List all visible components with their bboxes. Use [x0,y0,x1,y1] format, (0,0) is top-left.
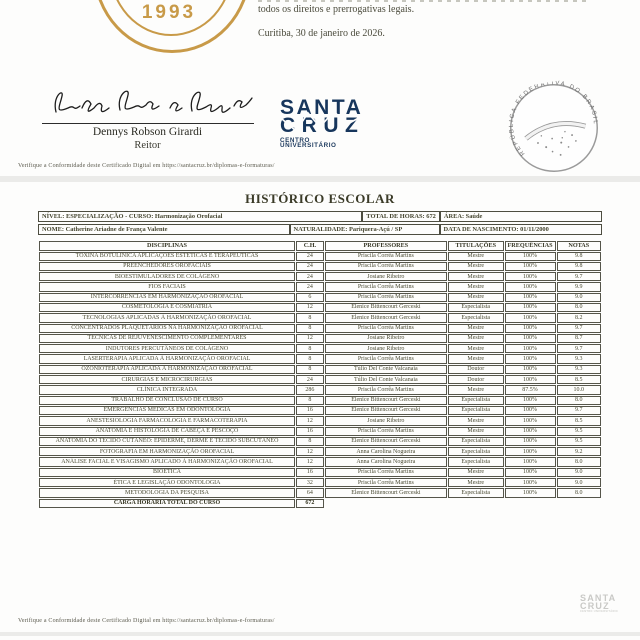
cell: Especialista [448,406,504,415]
total-hours: 672 [296,499,324,508]
cell: 8 [296,365,324,374]
cell: 8 [296,396,324,405]
info-cell-area: ÁREA: Saúde [440,211,602,222]
cell: Mestre [448,385,504,394]
cell: 8 [296,344,324,353]
total-label: CARGA HORÁRIA TOTAL DO CURSO [39,499,295,508]
info-cell-naturalidade: NATURALIDADE: Pariquera-Açú / SP [290,224,440,235]
cell: 64 [296,488,324,497]
cell: 8.0 [557,457,601,466]
cell: 9.3 [557,365,601,374]
signature-scribble-icon [42,86,254,118]
cell: BIOESTIMULADORES DE COLÁGENO [39,272,295,281]
cell: Especialista [448,303,504,312]
empty-cell [448,499,504,508]
cell: Mestre [448,293,504,302]
verification-footer: Verifique a Conformidade deste Certificado Digital em https://santacruz.br/diplomas-e-formaturas/ [18,618,275,624]
cell: Túlio Del Conte Valcanaia [325,375,447,384]
cell: 100% [505,334,556,343]
cell: 100% [505,406,556,415]
empty-cell [325,499,447,508]
table-row [39,447,601,456]
cell: 9.3 [557,354,601,363]
table-row [39,334,601,343]
cell: 8 [296,313,324,322]
brazil-national-seal-icon [501,75,608,176]
total-row [39,499,601,508]
grades-table-body [39,252,601,498]
cell: Túlio Del Conte Valcanaia [325,365,447,374]
logo-subtitle: CENTRO UNIVERSITÁRIO [280,136,337,150]
cell: 12 [296,416,324,425]
date-line: Curitiba, 30 de janeiro de 2026. [258,28,385,39]
column-header: TITULAÇÕES [448,241,504,251]
cell: 8 [296,354,324,363]
cell: Elenice Bittencourt Gerceski [325,406,447,415]
cell: Priscila Corrêa Martins [325,262,447,271]
cell: CONCENTRADOS PLAQUETÁRIOS NA HARMONIZAÇÃO OROFACIAL [39,324,295,333]
signatory-role: Reitor [134,140,161,151]
cell: PREENCHEDORES OROFACIAIS [39,262,295,271]
cell: Anna Carolina Nogueira [325,447,447,456]
cell: 16 [296,406,324,415]
grades-header-row [39,241,601,251]
table-row [39,303,601,312]
cell: 9.8 [557,262,601,271]
cell: 12 [296,457,324,466]
cell: Especialista [448,488,504,497]
cell: Mestre [448,354,504,363]
cell: 286 [296,385,324,394]
student-info-table-2 [38,222,602,237]
table-row [39,488,601,497]
cell: 24 [296,375,324,384]
cell: 24 [296,272,324,281]
cell: EMERGÊNCIAS MÉDICAS EM ODONTOLOGIA [39,406,295,415]
cell: Priscila Corrêa Martins [325,252,447,261]
cell: 100% [505,272,556,281]
table-row [39,282,601,291]
cell: 100% [505,457,556,466]
cell: 12 [296,447,324,456]
table-row [39,272,601,281]
cell: 16 [296,468,324,477]
transcript-page [0,182,640,632]
cell: ANESTESIOLOGIA FARMACOLOGIA E FARMACOTERAPIA [39,416,295,425]
cell: FOTOGRAFIA EM HARMONIZAÇÃO OROFACIAL [39,447,295,456]
cell: Especialista [448,457,504,466]
cell: 8.2 [557,313,601,322]
cell: 8.0 [557,488,601,497]
cell: 100% [505,375,556,384]
next-page-sliver [0,636,640,640]
column-header: C.H. [296,241,324,251]
info-cell-nascimento: DATA DE NASCIMENTO: 01/11/2000 [440,224,602,235]
info-row [38,211,602,222]
cell: LASERTERAPIA APLICADA À HARMONIZAÇÃO OROFACIAL [39,354,295,363]
cell: Priscila Corrêa Martins [325,468,447,477]
info-row [38,224,602,235]
diploma-page [0,0,640,176]
column-header: NOTAS [557,241,601,251]
cell: Mestre [448,262,504,271]
cell: 12 [296,303,324,312]
university-logo [280,96,368,150]
cell: 9.5 [557,437,601,446]
legal-text: todos os direitos e prerrogativas legais. [258,4,415,15]
cell: 32 [296,478,324,487]
watermark-santa: SANTA [580,593,617,603]
cell: 100% [505,252,556,261]
cell: Mestre [448,324,504,333]
cell: Priscila Corrêa Martins [325,324,447,333]
cell: Priscila Corrêa Martins [325,293,447,302]
empty-cell [557,499,601,508]
cell: OZONIOTERAPIA APLICADA À HARMONIZAÇÃO OROFACIAL [39,365,295,374]
cell: 100% [505,488,556,497]
cell: Josiane Ribeiro [325,344,447,353]
table-row [39,293,601,302]
grades-table [38,240,602,509]
cell: 100% [505,365,556,374]
cell: Mestre [448,344,504,353]
cell: 100% [505,416,556,425]
cell: 9.7 [557,406,601,415]
cell: Elenice Bittencourt Gerceski [325,396,447,405]
cell: 100% [505,354,556,363]
cell: Especialista [448,396,504,405]
cell: 100% [505,468,556,477]
cell: Mestre [448,282,504,291]
table-row [39,457,601,466]
logo-word-santa: SANTA [280,96,364,119]
cell: Priscila Corrêa Martins [325,478,447,487]
cell: Mestre [448,252,504,261]
cell: TRABALHO DE CONCLUSÃO DE CURSO [39,396,295,405]
table-row [39,375,601,384]
info-cell-total-horas: TOTAL DE HORAS: 672 [362,211,440,222]
table-row [39,427,601,436]
cell: 100% [505,427,556,436]
cell: Doutor [448,375,504,384]
cell: Mestre [448,468,504,477]
cell: Mestre [448,427,504,436]
cell: 100% [505,447,556,456]
cell: 9.0 [557,468,601,477]
transcript-title: HISTÓRICO ESCOLAR [245,191,395,206]
clipped-text-line [258,0,588,2]
cell: TOXINA BOTULÍNICA APLICAÇÕES ESTÉTICAS E TERAPÊUTICAS [39,252,295,261]
cell: 8.0 [557,396,601,405]
watermark-subtitle: CENTRO UNIVERSITÁRIO [580,610,618,614]
cell: 100% [505,303,556,312]
table-row [39,385,601,394]
logo-word-cruz: CRUZ [280,114,365,138]
cell: Priscila Corrêa Martins [325,354,447,363]
cell: Elenice Bittencourt Gerceski [325,488,447,497]
cell: 100% [505,396,556,405]
cell: Priscila Corrêa Martins [325,385,447,394]
cell: FIOS FACIAIS [39,282,295,291]
seal-year: 1993 [141,2,197,23]
cell: 8.5 [557,416,601,425]
cell: Elenice Bittencourt Gerceski [325,313,447,322]
cell: 100% [505,282,556,291]
cell: TÉCNICAS DE REJUVENESCIMENTO COMPLEMENTARES [39,334,295,343]
table-row [39,262,601,271]
cell: 8 [296,324,324,333]
cell: Priscila Corrêa Martins [325,282,447,291]
signature-block [40,86,255,151]
table-row [39,468,601,477]
cell: 24 [296,252,324,261]
table-row [39,437,601,446]
cell: 9.7 [557,272,601,281]
cell: Mestre [448,334,504,343]
column-header: DISCIPLINAS [39,241,295,251]
cell: Mestre [448,416,504,425]
cell: 9.8 [557,252,601,261]
cell: 6 [296,293,324,302]
cell: 9.0 [557,478,601,487]
cell: 100% [505,437,556,446]
cell: 12 [296,334,324,343]
cell: TECNOLOGIAS APLICADAS À HARMONIZAÇÃO OROFACIAL [39,313,295,322]
cell: METODOLOGIA DA PESQUISA [39,488,295,497]
table-row [39,313,601,322]
cell: 100% [505,344,556,353]
table-row [39,406,601,415]
column-header: PROFESSORES [325,241,447,251]
cell: 100% [505,313,556,322]
cell: Mestre [448,272,504,281]
svg-text:REPÚBLICA FEDERATIVA DO BRASIL: REPÚBLICA FEDERATIVA DO BRASIL [508,80,599,157]
cell: 100% [505,262,556,271]
signatory-name: Dennys Robson Girardi [92,126,203,138]
cell: ANATOMIA DO TECIDO CUTÂNEO: EPIDERME, DERME E TECIDO SUBCUTÂNEO [39,437,295,446]
info-cell-nome: NOME: Catherine Ariadne de França Valente [38,224,290,235]
table-row [39,354,601,363]
cell: Elenice Bittencourt Gerceski [325,303,447,312]
table-row [39,478,601,487]
cell: 9.7 [557,324,601,333]
cell: 8.7 [557,334,601,343]
cell: COSMETOLOGIA E COSMIATRIA [39,303,295,312]
cell: 100% [505,324,556,333]
cell: Josiane Ribeiro [325,416,447,425]
table-row [39,396,601,405]
verification-footer: Verifique a Conformidade deste Certificado Digital em https://santacruz.br/diplomas-e-formaturas/ [18,163,275,169]
cell: Mestre [448,478,504,487]
column-header: FREQUÊNCIAS [505,241,556,251]
cell: 100% [505,293,556,302]
cell: Especialista [448,447,504,456]
cell: Especialista [448,313,504,322]
cell: 9.2 [557,447,601,456]
cell: 16 [296,427,324,436]
cell: INDUTORES PERCUTÂNEOS DE COLÁGENO [39,344,295,353]
cell: BIOÉTICA [39,468,295,477]
cell: 87.5% [505,385,556,394]
cell: CIRURGIAS E MICROCIRURGIAS [39,375,295,384]
cell: CLÍNICA INTEGRADA [39,385,295,394]
cell: 9.5 [557,427,601,436]
watermark-logo [580,594,618,614]
cell: INTERCORRÊNCIAS EM HARMONIZAÇÃO OROFACIAL [39,293,295,302]
cell: Anna Carolina Nogueira [325,457,447,466]
cell: ANATOMIA E HISTOLOGIA DE CABEÇA E PESCOÇO [39,427,295,436]
cell: 8.5 [557,375,601,384]
cell: 24 [296,262,324,271]
empty-cell [505,499,556,508]
cell: 9.0 [557,293,601,302]
cell: Elenice Bittencourt Gerceski [325,437,447,446]
cell: 9.9 [557,282,601,291]
cell: 8.0 [557,303,601,312]
table-row [39,365,601,374]
cell: ANÁLISE FACIAL E VISAGISMO APLICADO À HARMONIZAÇÃO OROFACIAL [39,457,295,466]
table-row [39,324,601,333]
cell: 8 [296,437,324,446]
cell: Josiane Ribeiro [325,334,447,343]
cell: 10.0 [557,385,601,394]
table-row [39,416,601,425]
watermark-cruz: CRUZ [580,601,610,612]
cell: Doutor [448,365,504,374]
cell: ÉTICA E LEGISLAÇÃO ODONTOLOGIA [39,478,295,487]
signature-line [42,123,254,124]
cell: Josiane Ribeiro [325,272,447,281]
table-row [39,344,601,353]
cell: 24 [296,282,324,291]
info-cell-nivel: NÍVEL: ESPECIALIZAÇÃO - CURSO: Harmonização Orofacial [38,211,362,222]
cell: Especialista [448,437,504,446]
cell: 9.7 [557,344,601,353]
cell: 100% [505,478,556,487]
table-row [39,252,601,261]
cell: Priscila Corrêa Martins [325,427,447,436]
